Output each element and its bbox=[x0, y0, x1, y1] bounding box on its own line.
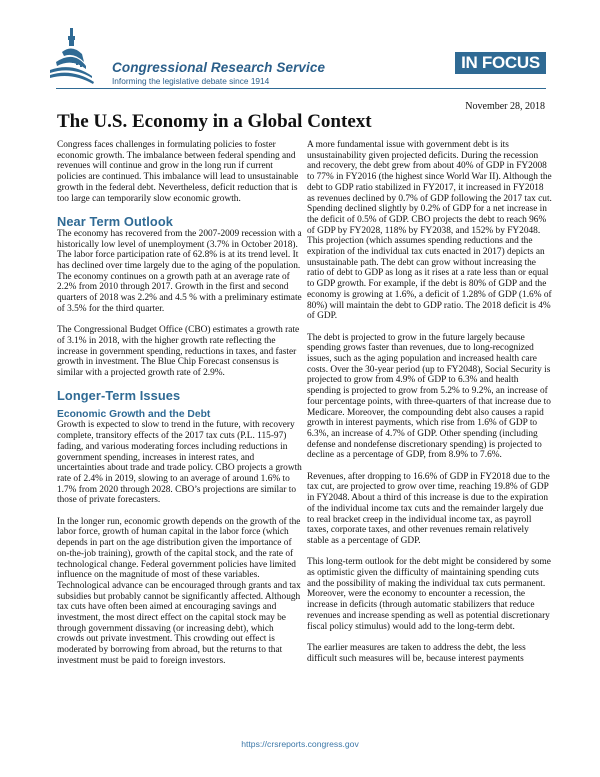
measures-paragraph: The earlier measures are taken to address the debt, the less difficult such measures will be, because interest payments bbox=[307, 642, 526, 664]
intro-paragraph: Congress faces challenges in formulating policies to foster economic growth. The imbalance between federal spending and revenues will continue and grow in the long run if current policies are continued. This imbalance will lead to unsustainable growth in the federal debt. Nevertheless, deficit reduction that is too large can temporarily slow economic growth. bbox=[57, 140, 299, 204]
page-title: The U.S. Economy in a Global Context bbox=[57, 111, 372, 132]
debt-paragraph-2: The debt is projected to grow in the future largely because spending grows faster than revenues, due to long-recognized issues, such as the aging population and increased health care costs. Over the 30-year period (up to FY2048), Social Security is projected to grow from 4.9% of GDP to 6.3% and health spending is projected to grow from 5.2% to 9.2%, an increase of four percentage points, with three-quarters of that increase due to Medicare. Moreover, the compounding debt also causes a rapid growth in interest payments, which rise from 1.6% of GDP to 6.3%, an increase of 4.7% of GDP. Other spending (including defense and nondefense discretionary spending) is projected to decline as a percentage of GDP, from 8.9% to 7.6%. bbox=[307, 332, 551, 461]
economic-growth-subheading: Economic Growth and the Debt bbox=[57, 409, 211, 421]
near-term-paragraph-1: The economy has recovered from the 2007-2009 recession with a historically low level of unemployment (3.7% in October 2018). The labor force participation rate of 62.8% is at its trend level. It has declined over time largely due to the aging of the population. The economy continues on a growth path at an average rate of 2.2% from 2010 through 2017. Growth in the first and second quarters of 2018 was 2.2% and 4.5 % with a preliminary estimate of 3.5% for the third quarter. bbox=[57, 228, 302, 314]
revenues-paragraph: Revenues, after dropping to 16.6% of GDP in FY2018 due to the tax cut, are projected to grow over time, reaching 19.8% of GDP in FY2048. About a third of this increase is due to the expiration of the individual income tax cuts and the remainder largely due to real bracket creep in the individual income tax, as payroll taxes, corporate taxes, and other revenues remain relatively stable as a percentage of GDP. bbox=[307, 471, 550, 546]
near-term-paragraph-2: The Congressional Budget Office (CBO) estimates a growth rate of 3.1% in 2018, with the higher growth rate reflecting the increase in government spending, reductions in taxes, and faster growth in investment. The Blue Chip Forecast consensus is similar with a projected growth rate of 2.9%. bbox=[57, 325, 300, 379]
right-column bbox=[307, 140, 552, 675]
growth-paragraph-2: In the longer run, economic growth depends on the growth of the labor force, growth of human capital in the labor force (which depends in part on the age distribution given the importance of on-the-job training), growth of the capital stock, and the rate of technological change. Federal government policies have limited influence on the magnitude of most of these variables. Technological advance can be encouraged through grants and tax subsidies but probably cannot be significantly affected. Although tax cuts have often been aimed at encouraging savings and investment, the most direct effect on the capital stock may be through government dissaving (or increasing debt), which crowds out private investment. This crowding out effect is moderated by borrowing from abroad, but the returns to that investment must be paid to foreign investors. bbox=[57, 516, 301, 666]
debt-paragraph-1: A more fundamental issue with government debt is its unsustainability given projected deficits. During the recession and recovery, the debt grew from about 40% of GDP in FY2008 to 77% in FY2016 (the highest since World War II). Although the debt to GDP ratio stabilized in FY2017, it increased in FY2018 as revenues declined by 0.7% of GDP following the 2017 tax cut. Spending declined slightly by 0.2% of GDP for a net increase in the deficit of 0.5% of GDP. CBO projects the debt to reach 96% of GDP by FY2028, 118% by FY2038, and 152% by FY2048. This projection (which assumes spending reductions and the expiration of the individual tax cuts enacted in 2017) depicts an unsustainable path. The debt can grow without increasing the ratio of debt to GDP as long as it rises at a rate less than or equal to GDP growth. For example, if the debt is 80% of GDP and the economy is growing at 1.6%, a deficit of 1.28% of GDP (1.6% of 80%) will maintain the debt to GDP ratio. The 2018 deficit is 4% of GDP. bbox=[307, 140, 552, 322]
brand-tagline: Informing the legislative debate since 1914 bbox=[112, 76, 270, 86]
brand-name: Congressional Research Service bbox=[112, 60, 326, 75]
publication-date: November 28, 2018 bbox=[465, 101, 545, 112]
footer-url-link[interactable]: https://crsreports.congress.gov bbox=[241, 739, 359, 749]
near-term-heading: Near Term Outlook bbox=[57, 213, 173, 229]
outlook-paragraph: This long-term outlook for the debt might be considered by some as optimistic given the difficulty of maintaining spending cuts and the possibility of making the individual tax cuts permanent. Moreover, were the economy to encounter a recession, the increase in deficits (through automatic stabilizers that reduce revenues and increase spending as well as potential discretionary fiscal policy stimulus) would add to the long-term debt. bbox=[307, 557, 551, 632]
left-column bbox=[57, 140, 302, 677]
in-focus-badge: IN FOCUS bbox=[455, 52, 546, 74]
capitol-dome-icon bbox=[48, 26, 98, 86]
growth-paragraph-1: Growth is expected to slow to trend in the future, with recovery complete, transitory effects of the 2017 tax cuts (P.L. 115-97) fading, and various moderating forces including reductions in government spending, increases in interest rates, and uncertainties about trade and trade policy. CBO projects a growth rate of 2.4% in 2019, slowing to an average of around 1.6% to 1.7% from 2020 through 2028. CBO’s projections are similar to those of private forecasters. bbox=[57, 420, 302, 506]
header-divider bbox=[56, 88, 546, 89]
longer-term-heading: Longer-Term Issues bbox=[57, 388, 181, 404]
